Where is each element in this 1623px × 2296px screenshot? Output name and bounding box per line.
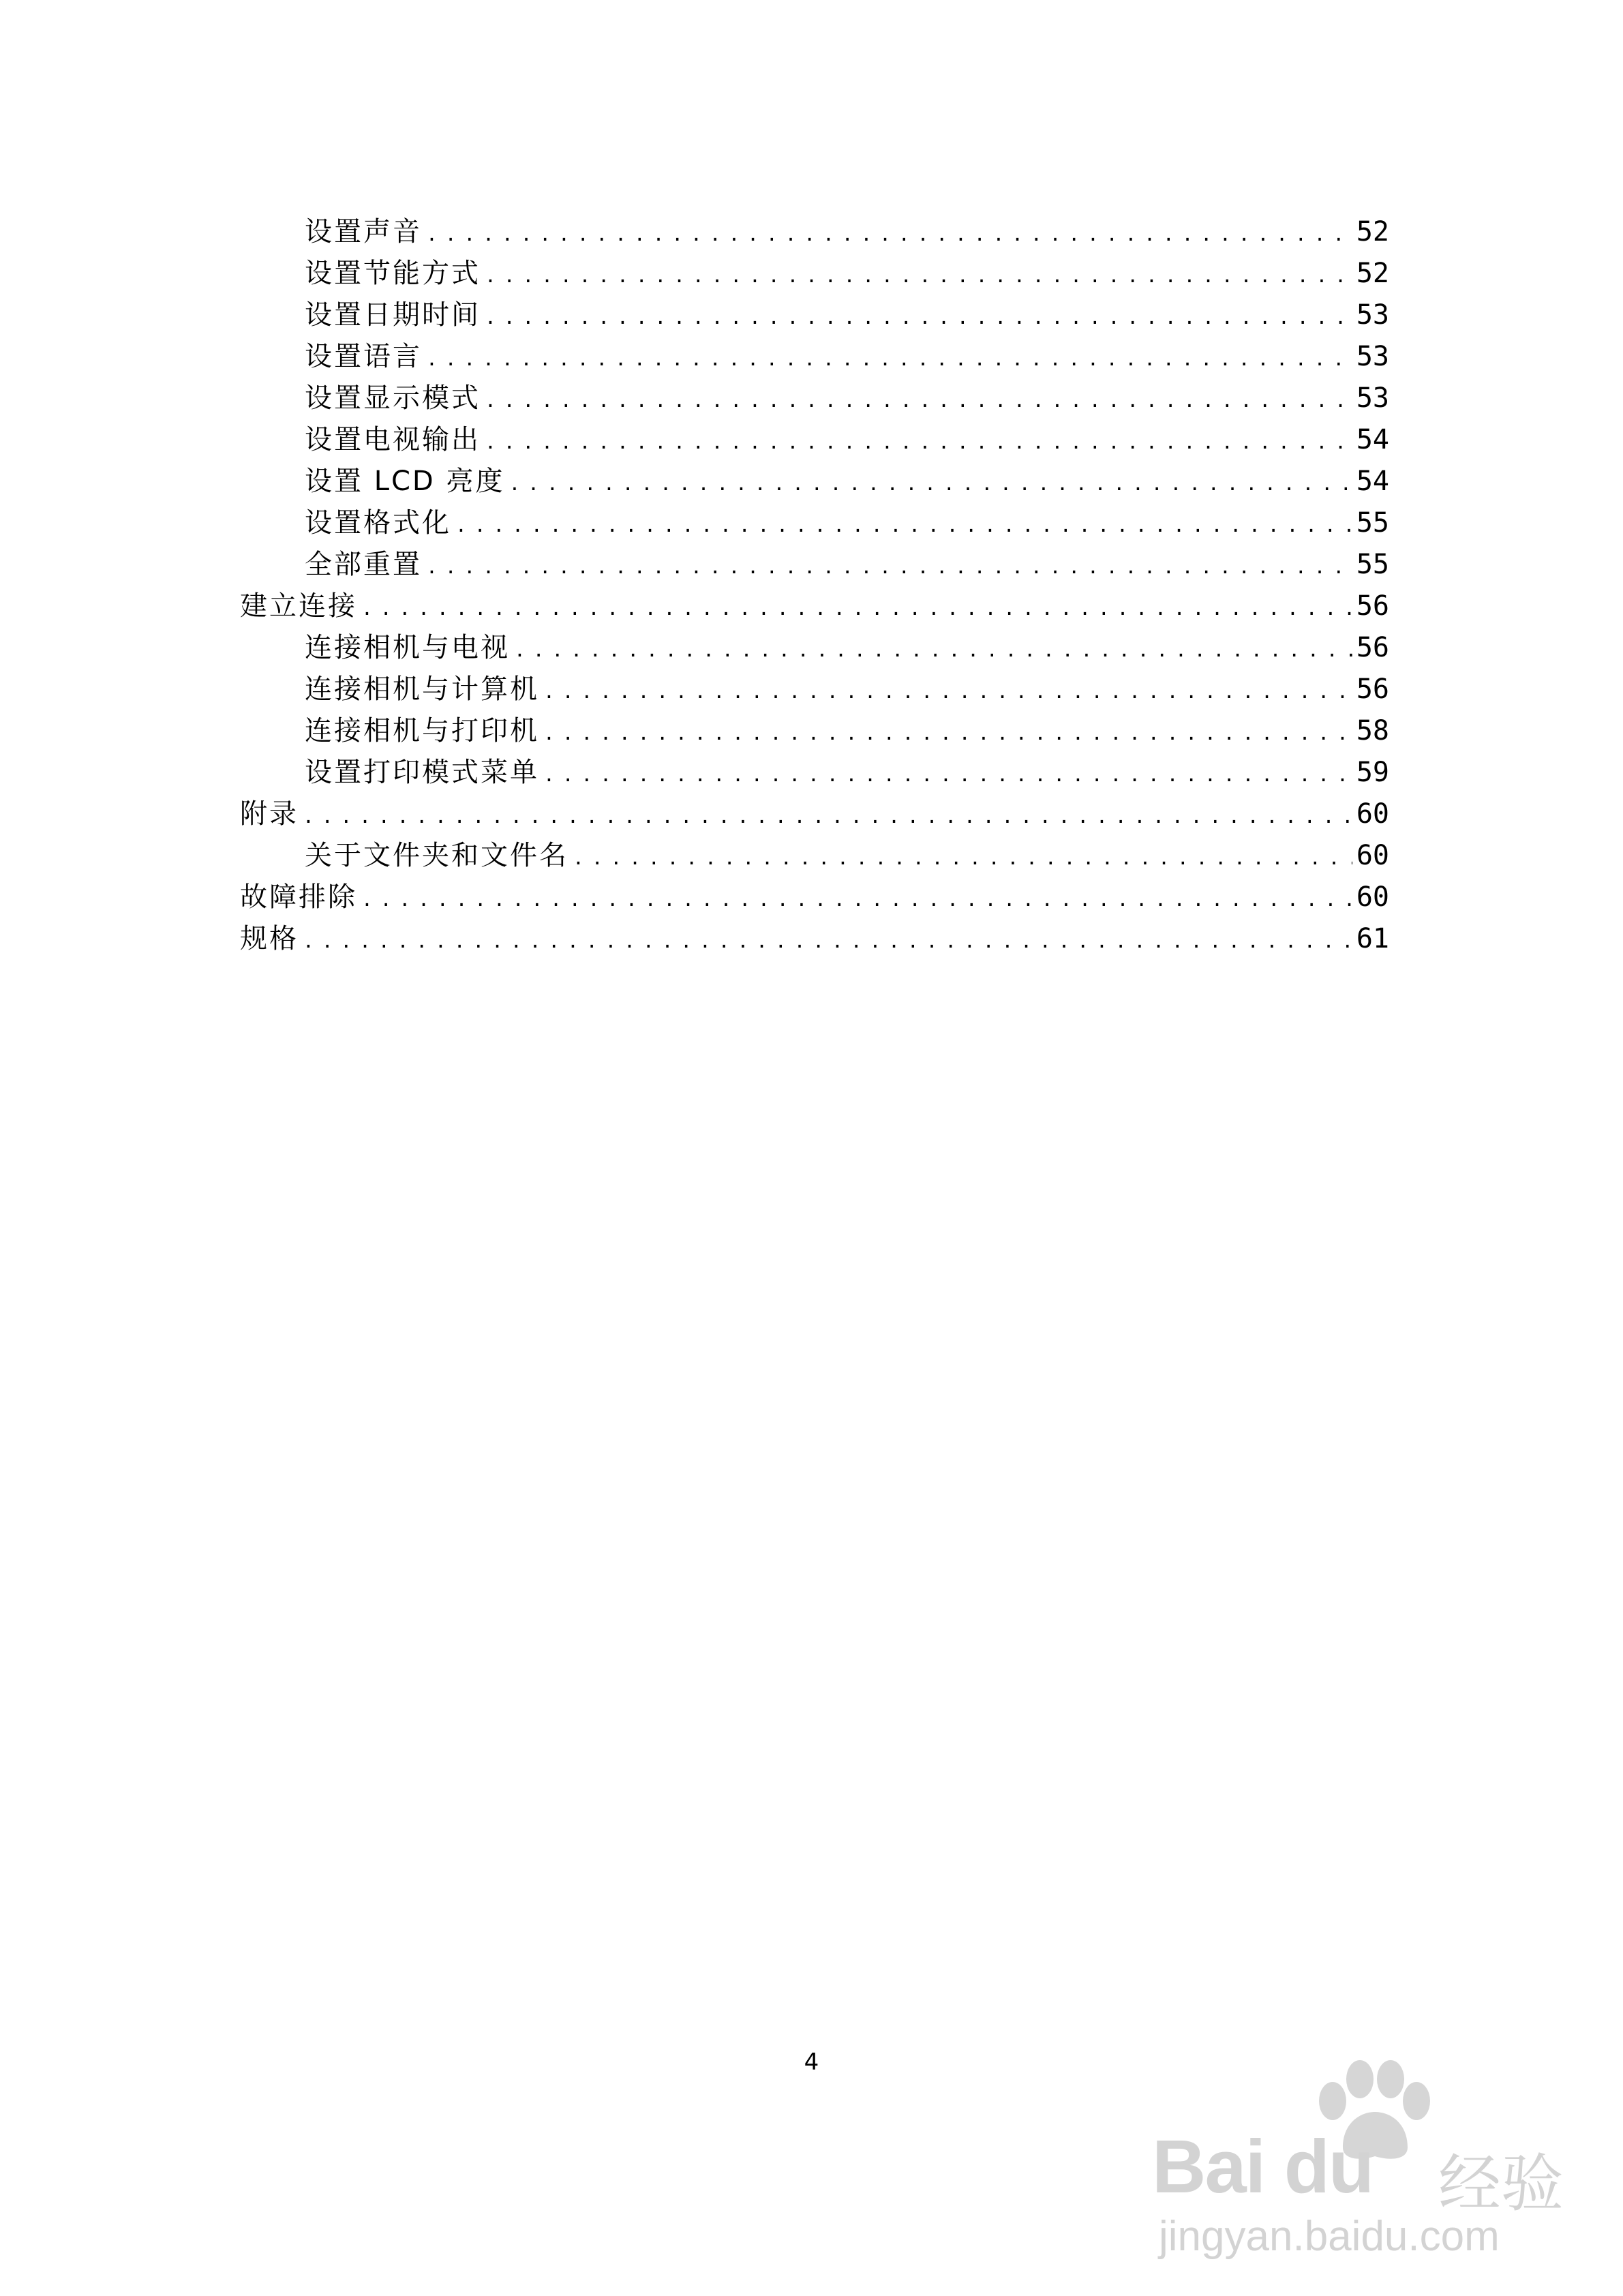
- toc-entry: [240, 752, 1389, 794]
- table-of-contents: [240, 211, 1389, 960]
- toc-entry: [240, 627, 1389, 669]
- toc-entry-title: 故障排除: [240, 881, 357, 913]
- toc-entry-title: 建立连接: [240, 590, 357, 622]
- toc-entry-page: 61: [1356, 923, 1389, 954]
- toc-entry-title: 规格: [240, 923, 299, 954]
- toc-entry-page: 55: [1356, 507, 1389, 539]
- toc-dot-leader: [426, 546, 1352, 588]
- toc-entry-title: 连接相机与电视: [305, 632, 510, 663]
- toc-entry-title: 设置电视输出: [305, 424, 481, 455]
- toc-entry: [240, 461, 1389, 502]
- toc-entry-page: 52: [1356, 258, 1389, 289]
- toc-entry-page: 56: [1356, 674, 1389, 705]
- toc-entry: [240, 419, 1389, 461]
- toc-section-entry: [240, 918, 1389, 960]
- toc-section-entry: [240, 877, 1389, 918]
- toc-dot-leader: [573, 837, 1352, 879]
- toc-entry-title: 设置语言: [305, 341, 422, 372]
- toc-dot-leader: [514, 629, 1352, 671]
- toc-dot-leader: [485, 421, 1352, 463]
- toc-entry: [240, 710, 1389, 752]
- toc-entry: [240, 669, 1389, 710]
- toc-dot-leader: [426, 213, 1352, 255]
- toc-dot-leader: [543, 712, 1352, 754]
- toc-entry: [240, 336, 1389, 378]
- toc-entry-title: 全部重置: [305, 549, 422, 580]
- toc-dot-leader: [485, 380, 1352, 421]
- watermark-brand: Bai du: [1152, 2125, 1374, 2209]
- toc-entry-title: 连接相机与打印机: [305, 715, 539, 746]
- toc-entry: [240, 294, 1389, 336]
- page-number: 4: [804, 2049, 819, 2076]
- toc-entry-page: 56: [1356, 590, 1389, 622]
- toc-entry-title: 设置节能方式: [305, 258, 481, 289]
- toc-entry-page: 59: [1356, 757, 1389, 788]
- toc-section-entry: [240, 586, 1389, 627]
- toc-entry-title: 设置打印模式菜单: [305, 757, 539, 788]
- toc-entry-page: 52: [1356, 216, 1389, 247]
- toc-entry-title: 关于文件夹和文件名: [305, 840, 568, 871]
- toc-entry-page: 60: [1356, 798, 1389, 830]
- toc-entry-page: 55: [1356, 549, 1389, 580]
- toc-entry-title: 设置格式化: [305, 507, 451, 539]
- toc-entry: [240, 378, 1389, 419]
- watermark-url: jingyan.baidu.com: [1159, 2213, 1500, 2260]
- toc-entry-page: 53: [1356, 382, 1389, 414]
- toc-entry-page: 54: [1356, 466, 1389, 497]
- toc-entry-title: 设置显示模式: [305, 382, 481, 414]
- toc-dot-leader: [543, 671, 1352, 712]
- toc-dot-leader: [361, 588, 1352, 629]
- watermark-brand-cn: 经验: [1438, 2149, 1564, 2219]
- toc-entry: [240, 211, 1389, 253]
- toc-entry-title: 设置 LCD 亮度: [305, 466, 505, 497]
- toc-entry-page: 56: [1356, 632, 1389, 663]
- toc-dot-leader: [303, 920, 1352, 962]
- toc-dot-leader: [543, 754, 1352, 796]
- toc-entry-title: 设置声音: [305, 216, 422, 247]
- toc-entry: [240, 253, 1389, 294]
- toc-entry: [240, 544, 1389, 586]
- toc-dot-leader: [455, 504, 1352, 546]
- toc-entry-page: 54: [1356, 424, 1389, 455]
- toc-entry-title: 设置日期时间: [305, 299, 481, 331]
- toc-entry-page: 53: [1356, 299, 1389, 331]
- toc-entry-title: 连接相机与计算机: [305, 674, 539, 705]
- toc-dot-leader: [485, 255, 1352, 297]
- toc-section-entry: [240, 794, 1389, 835]
- toc-entry-page: 58: [1356, 715, 1389, 746]
- toc-dot-leader: [485, 297, 1352, 338]
- toc-dot-leader: [509, 463, 1352, 504]
- toc-dot-leader: [303, 796, 1352, 837]
- toc-entry: [240, 502, 1389, 544]
- baidu-jingyan-watermark: [1152, 2059, 1588, 2263]
- toc-dot-leader: [426, 338, 1352, 380]
- toc-dot-leader: [361, 879, 1352, 920]
- toc-entry-page: 60: [1356, 840, 1389, 871]
- toc-entry: [240, 835, 1389, 877]
- toc-entry-title: 附录: [240, 798, 299, 830]
- toc-entry-page: 53: [1356, 341, 1389, 372]
- toc-entry-page: 60: [1356, 881, 1389, 913]
